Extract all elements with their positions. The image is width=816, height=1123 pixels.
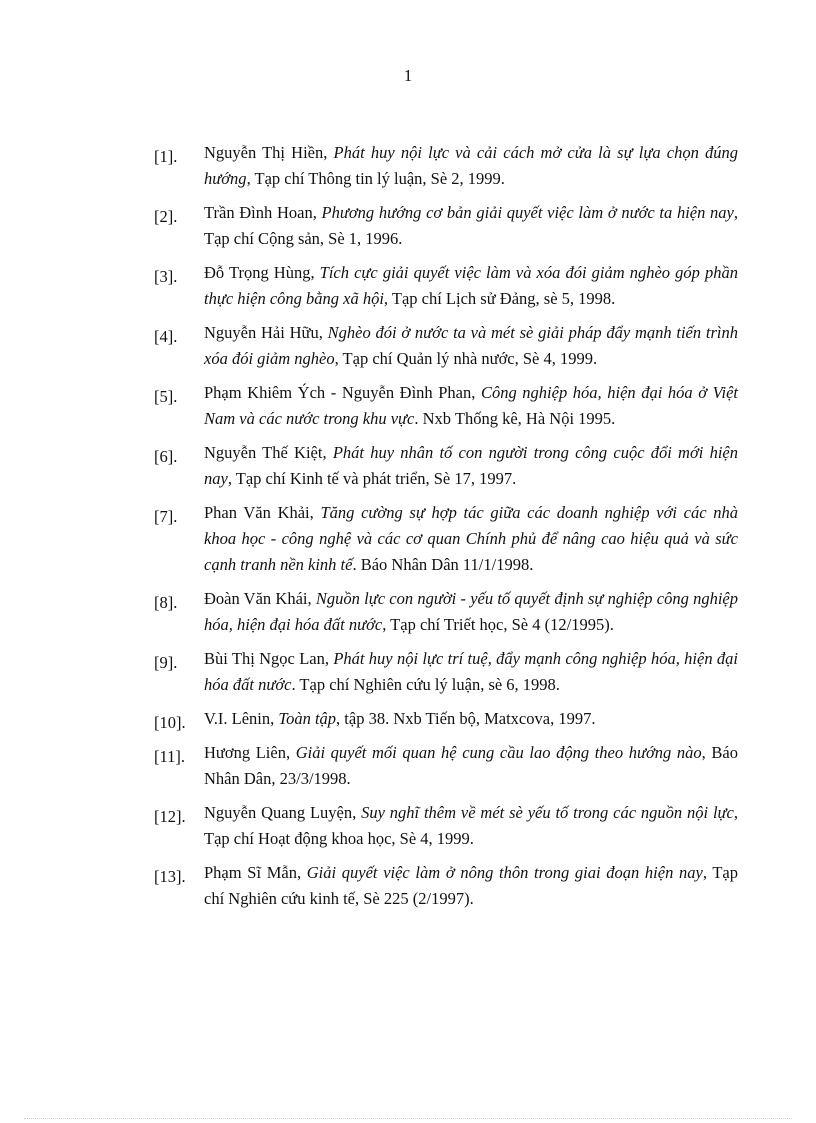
reference-author: Trần Đình Hoan, bbox=[204, 203, 322, 222]
reference-item bbox=[154, 320, 738, 372]
reference-title: Phát huy nội lực và cải cách mở cửa là sự lựa chọn đúng hướng bbox=[204, 143, 738, 188]
reference-item bbox=[154, 586, 738, 638]
reference-number: [2]. bbox=[154, 207, 178, 226]
reference-number: [4]. bbox=[154, 327, 178, 346]
reference-source: , Tạp chí Lịch sử Đảng, sè 5, 1998. bbox=[383, 289, 616, 308]
reference-number: [9]. bbox=[154, 653, 178, 672]
reference-source: , Tạp chí Cộng sản, Sè 1, 1996. bbox=[204, 203, 738, 248]
reference-author: Nguyễn Quang Luyện, bbox=[204, 803, 362, 822]
reference-title: Toàn tập bbox=[278, 709, 337, 728]
reference-number: [11]. bbox=[154, 747, 186, 766]
reference-title: Tích cực giải quyết việc làm và xóa đói giảm nghèo góp phần thực hiện công bằng xã hội bbox=[204, 263, 738, 308]
reference-source: , Tạp chí Triết học, Sè 4 (12/1995). bbox=[382, 615, 614, 634]
reference-item bbox=[154, 860, 738, 912]
page-bottom-divider bbox=[24, 1118, 792, 1119]
reference-source: , Tạp chí Kinh tế và phát triển, Sè 17, 1997. bbox=[227, 469, 517, 488]
reference-source: . Báo Nhân Dân 11/1/1998. bbox=[352, 555, 534, 574]
reference-title: Phương hướng cơ bản giải quyết việc làm ở nước ta hiện nay bbox=[321, 203, 734, 222]
reference-title: Nghèo đói ở nước ta và mét sè giải pháp đẩy mạnh tiến trình xóa đói giảm nghèo bbox=[204, 323, 738, 368]
reference-author: Bùi Thị Ngọc Lan, bbox=[204, 649, 334, 668]
reference-title: Suy nghĩ thêm về mét sè yếu tố trong các nguồn nội lực bbox=[361, 803, 734, 822]
reference-item bbox=[154, 260, 738, 312]
reference-item bbox=[154, 440, 738, 492]
reference-author: Phan Văn Khải, bbox=[204, 503, 321, 522]
reference-author: Đoàn Văn Khái, bbox=[204, 589, 316, 608]
reference-number: [12]. bbox=[154, 807, 186, 826]
reference-item bbox=[154, 800, 738, 852]
reference-number: [7]. bbox=[154, 507, 178, 526]
reference-source: , Tạp chí Thông tin lý luận, Sè 2, 1999. bbox=[246, 169, 505, 188]
reference-title: Phát huy nhân tố con người trong công cuộc đổi mới hiện nay bbox=[204, 443, 738, 488]
reference-source: , Tạp chí Nghiên cứu kinh tế, Sè 225 (2/1997). bbox=[204, 863, 738, 908]
reference-title: Nguồn lực con người - yếu tố quyết định sự nghiệp công nghiệp hóa, hiện đại hóa đất nước bbox=[204, 589, 738, 634]
reference-number: [5]. bbox=[154, 387, 178, 406]
reference-source: , Báo Nhân Dân, 23/3/1998. bbox=[204, 743, 738, 788]
reference-source: , Tạp chí Hoạt động khoa học, Sè 4, 1999. bbox=[204, 803, 738, 848]
reference-author: Phạm Khiêm Ých - Nguyễn Đình Phan, bbox=[204, 383, 481, 402]
reference-title: Công nghiệp hóa, hiện đại hóa ở Việt Nam và các nước trong khu vực bbox=[204, 383, 738, 428]
reference-title: Tăng cường sự hợp tác giữa các doanh nghiệp với các nhà khoa học - công nghệ và các cơ quan Chính phủ để nâng cao hiệu quả và sức cạnh tranh nền kinh tế bbox=[204, 503, 738, 574]
reference-source: , Tạp chí Quản lý nhà nước, Sè 4, 1999. bbox=[334, 349, 598, 368]
reference-author: Nguyễn Hải Hữu, bbox=[204, 323, 328, 342]
reference-list bbox=[154, 140, 738, 920]
reference-item bbox=[154, 646, 738, 698]
reference-number: [8]. bbox=[154, 593, 178, 612]
reference-author: Phạm Sĩ Mẫn, bbox=[204, 863, 307, 882]
reference-item bbox=[154, 706, 738, 732]
reference-title: Giải quyết mối quan hệ cung cầu lao động theo hướng nào bbox=[295, 743, 702, 762]
reference-source: . Tạp chí Nghiên cứu lý luận, sè 6, 1998. bbox=[291, 675, 560, 694]
reference-number: [6]. bbox=[154, 447, 178, 466]
reference-item bbox=[154, 500, 738, 578]
reference-item bbox=[154, 140, 738, 192]
reference-title: Phát huy nội lực trí tuệ, đẩy mạnh công nghiệp hóa, hiện đại hóa đất nước bbox=[204, 649, 738, 694]
page-number: 1 bbox=[403, 66, 413, 85]
reference-author: Nguyễn Thị Hiền, bbox=[204, 143, 334, 162]
reference-author: Hương Liên, bbox=[204, 743, 296, 762]
reference-source: . Nxb Thống kê, Hà Nội 1995. bbox=[414, 409, 616, 428]
reference-number: [13]. bbox=[154, 867, 186, 886]
reference-author: Nguyễn Thế Kiệt, bbox=[204, 443, 333, 462]
reference-number: [10]. bbox=[154, 713, 186, 732]
reference-number: [3]. bbox=[154, 267, 178, 286]
reference-item bbox=[154, 200, 738, 252]
reference-author: Đỗ Trọng Hùng, bbox=[204, 263, 320, 282]
reference-item bbox=[154, 740, 738, 792]
reference-source: , tập 38. Nxb Tiến bộ, Matxcova, 1997. bbox=[336, 709, 596, 728]
reference-item bbox=[154, 380, 738, 432]
reference-author: V.I. Lênin, bbox=[204, 709, 279, 728]
reference-title: Giải quyết việc làm ở nông thôn trong giai đoạn hiện nay bbox=[306, 863, 703, 882]
reference-number: [1]. bbox=[154, 147, 178, 166]
